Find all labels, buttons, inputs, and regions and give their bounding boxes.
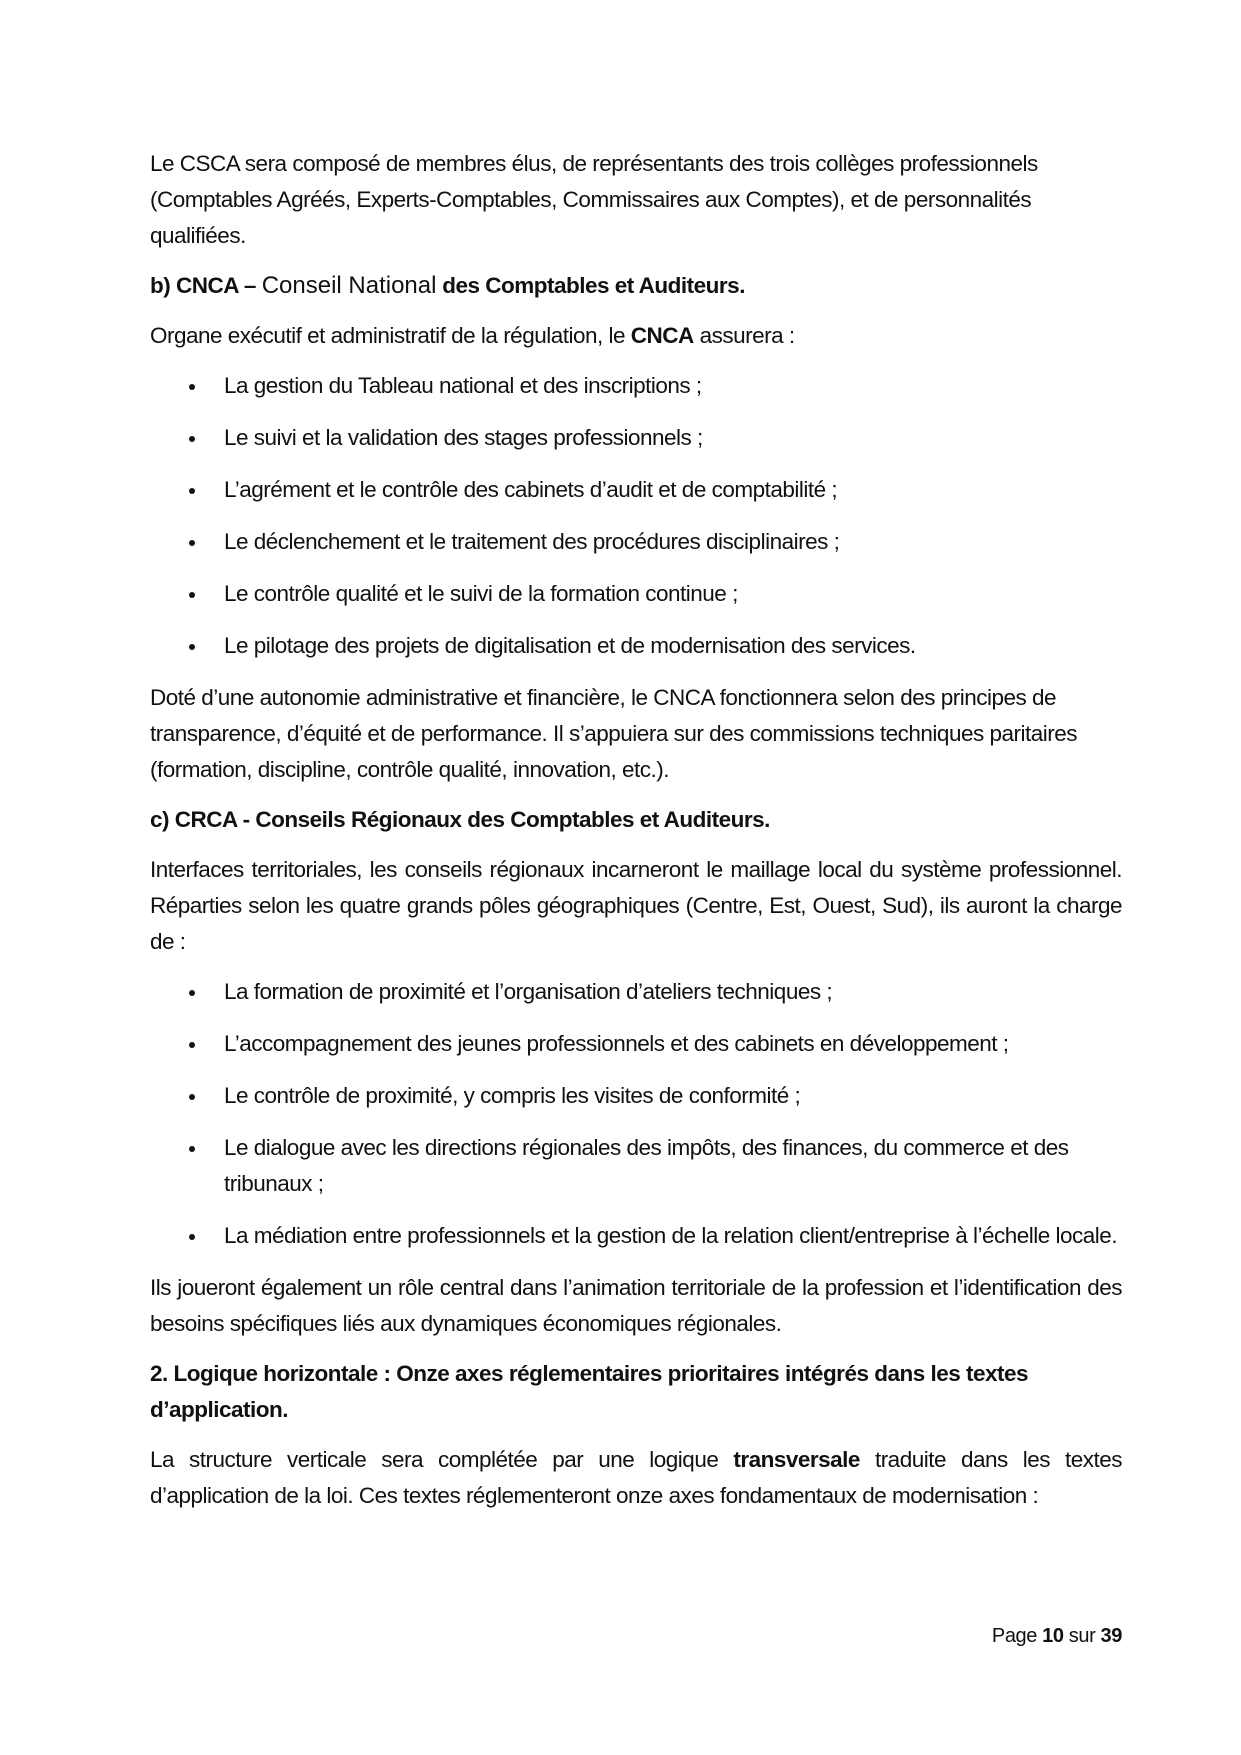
bullet-icon xyxy=(189,1042,195,1048)
list-item xyxy=(150,576,1122,612)
bullet-icon xyxy=(189,644,195,650)
heading-logique-horizontale: 2. Logique horizontale : Onze axes réglementaires prioritaires intégrés dans les textes d’application. xyxy=(150,1361,1029,1422)
footer-page-number: 10 xyxy=(1042,1625,1064,1647)
footer-page-total: 39 xyxy=(1100,1625,1122,1647)
list-item-text: Le contrôle qualité et le suivi de la formation continue ; xyxy=(224,581,738,606)
paragraph-crca-intro: Interfaces territoriales, les conseils régionaux incarneront le maillage local du système professionnel. Réparties selon les quatre grands pôles géographiques (Centre, Est, Ouest, Sud), ils auront la charge de : xyxy=(150,857,1122,954)
list-item-text: L’accompagnement des jeunes professionnels et des cabinets en développement ; xyxy=(224,1031,1009,1056)
footer-page-word: Page xyxy=(991,1625,1037,1647)
list-item xyxy=(150,1078,1122,1114)
list-item xyxy=(150,974,1122,1010)
list-item-text: Le dialogue avec les directions régionales des impôts, des finances, du commerce et des tribunaux ; xyxy=(224,1135,1069,1196)
paragraph-crca-role: Ils joueront également un rôle central dans l’animation territoriale de la profession et l’identification des besoins spécifiques liés aux dynamiques économiques régionales. xyxy=(150,1275,1122,1336)
heading-cnca-mid: Conseil National xyxy=(261,272,437,299)
bullet-icon xyxy=(189,1146,195,1152)
cnca-intro-before: Organe exécutif et administratif de la régulation, le xyxy=(150,323,626,348)
page-footer xyxy=(992,1625,1122,1648)
list-item xyxy=(150,420,1122,456)
footer-sur-word: sur xyxy=(1068,1625,1096,1647)
list-item-text: La gestion du Tableau national et des inscriptions ; xyxy=(224,373,702,398)
list-item xyxy=(150,628,1122,664)
cnca-intro-after: assurera : xyxy=(699,323,795,348)
list-item xyxy=(150,524,1122,560)
paragraph-cnca-intro xyxy=(150,318,1122,354)
list-item-text: La formation de proximité et l’organisation d’ateliers techniques ; xyxy=(224,979,833,1004)
list-item-text: Le pilotage des projets de digitalisation et de modernisation des services. xyxy=(224,633,916,658)
list-item-text: L’agrément et le contrôle des cabinets d’audit et de comptabilité ; xyxy=(224,477,838,502)
list-item-text: La médiation entre professionnels et la gestion de la relation client/entreprise à l’échelle locale. xyxy=(224,1223,1118,1248)
bullet-icon xyxy=(189,384,195,390)
bullet-icon xyxy=(189,540,195,546)
bullet-icon xyxy=(189,990,195,996)
bullet-icon xyxy=(189,436,195,442)
list-item xyxy=(150,1130,1122,1202)
bullet-icon xyxy=(189,1094,195,1100)
bullet-icon xyxy=(189,488,195,494)
list-item xyxy=(150,1218,1122,1254)
list-item xyxy=(150,368,1122,404)
list-item xyxy=(150,1026,1122,1062)
list-item-text: Le déclenchement et le traitement des procédures disciplinaires ; xyxy=(224,529,840,554)
list-item xyxy=(150,472,1122,508)
cnca-intro-bold: CNCA xyxy=(630,323,694,348)
structure-after: traduite dans les textes d’application de la loi. Ces textes réglementeront onze axes fondamentaux de modernisation : xyxy=(150,1447,1122,1508)
heading-crca: c) CRCA - Conseils Régionaux des Comptables et Auditeurs. xyxy=(150,807,770,832)
heading-cnca-suffix: des Comptables et Auditeurs. xyxy=(442,273,745,298)
heading-cnca xyxy=(150,268,1122,304)
structure-bold: transversale xyxy=(733,1447,860,1472)
bullet-icon xyxy=(189,1234,195,1240)
crca-list xyxy=(150,974,1122,1254)
cnca-list xyxy=(150,368,1122,664)
paragraph-csca: Le CSCA sera composé de membres élus, de représentants des trois collèges professionnels (Comptables Agréés, Experts-Comptables, Commissaires aux Comptes), et de personnalités qualifiées. xyxy=(150,151,1038,248)
structure-before: La structure verticale sera complétée par une logique xyxy=(150,1447,719,1472)
list-item-text: Le contrôle de proximité, y compris les visites de conformité ; xyxy=(224,1083,801,1108)
heading-cnca-prefix: b) CNCA – xyxy=(150,273,256,298)
list-item-text: Le suivi et la validation des stages professionnels ; xyxy=(224,425,703,450)
paragraph-cnca-autonomy: Doté d’une autonomie administrative et financière, le CNCA fonctionnera selon des principes de transparence, d’équité et de performance. Il s’appuiera sur des commissions techniques paritaires (formation, discipline, contrôle qualité, innovation, etc.). xyxy=(150,685,1078,782)
bullet-icon xyxy=(189,592,195,598)
paragraph-structure xyxy=(150,1442,1122,1514)
document-page xyxy=(150,146,1122,1528)
